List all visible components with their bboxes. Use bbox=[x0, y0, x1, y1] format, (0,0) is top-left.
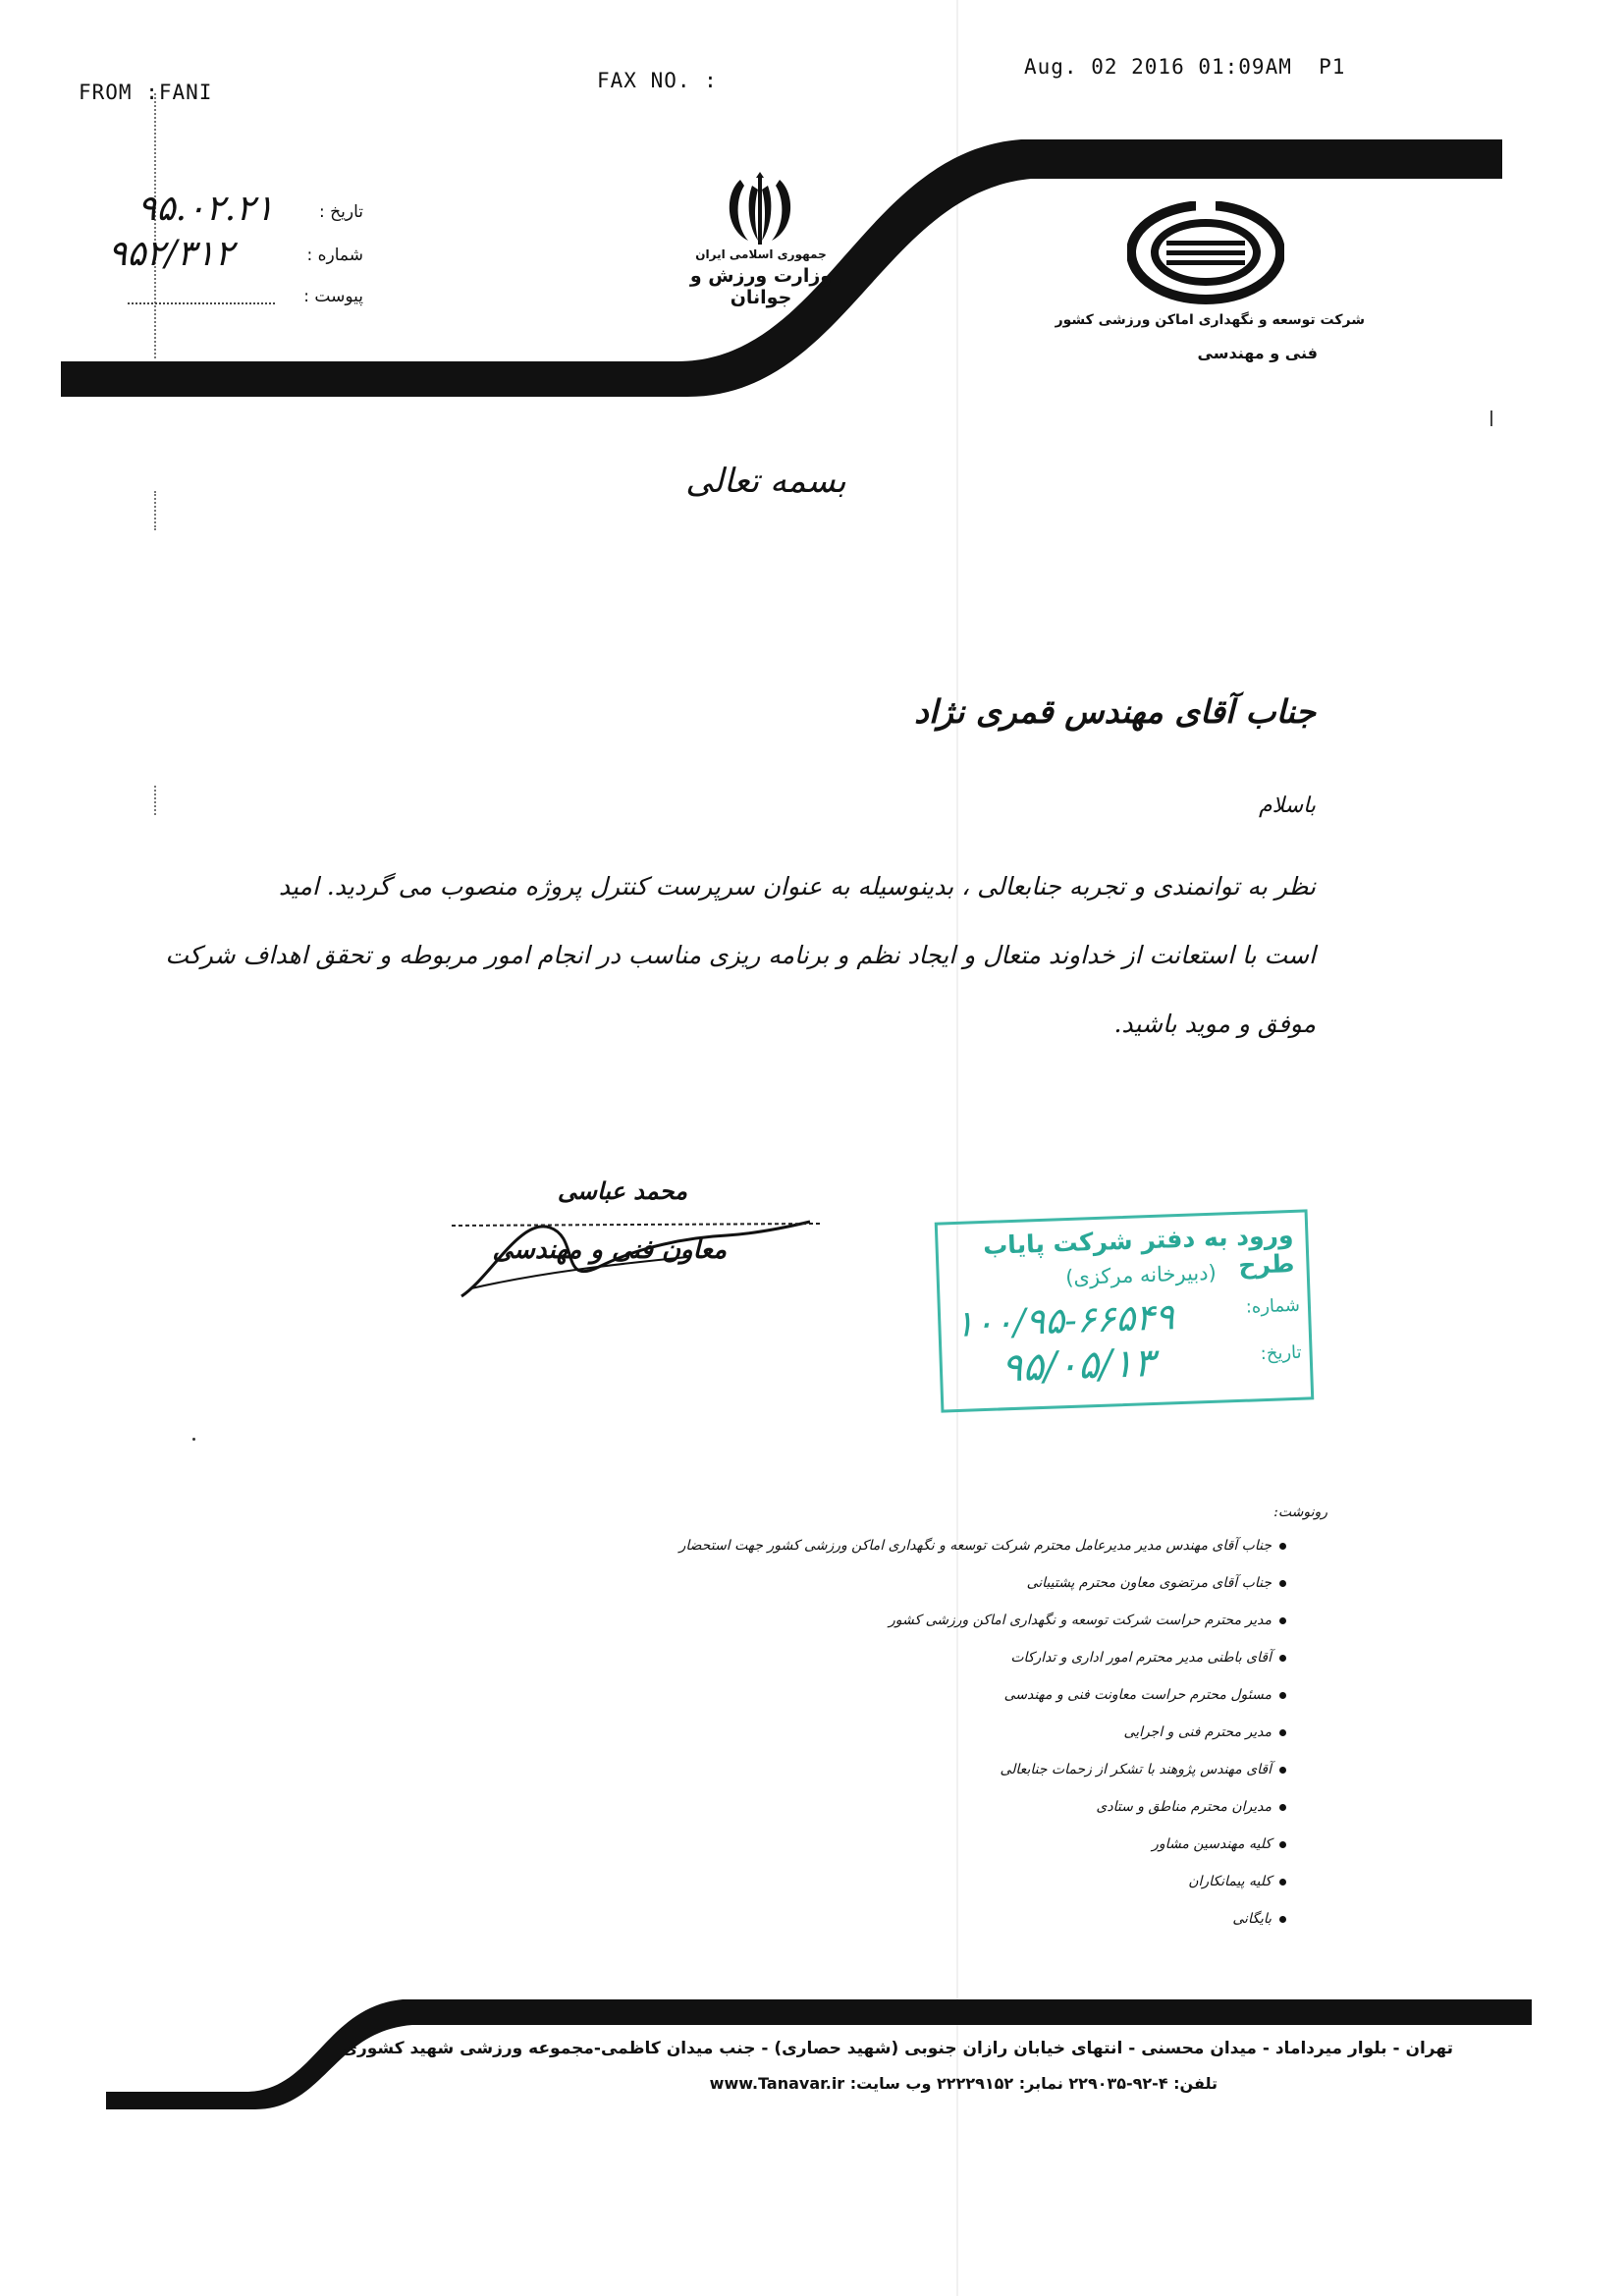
date-label: تاریخ : bbox=[319, 202, 363, 222]
bullet-icon bbox=[1279, 1767, 1286, 1774]
footer-address: تهران - بلوار میرداماد - میدان محسنی - انتهای خیابان رازان جنوبی (شهید حصاری) - جنب میدان کاظمی-مجموعه ورزشی شهید کشوری bbox=[342, 2039, 1453, 2058]
cc-item: بایگانی bbox=[550, 1911, 1286, 1948]
meta-number-row bbox=[108, 232, 363, 274]
cc-item: مدیر محترم فنی و اجرایی bbox=[550, 1724, 1286, 1762]
greeting: باسلام bbox=[1258, 793, 1316, 818]
bullet-icon bbox=[1279, 1617, 1286, 1624]
signatory-name: محمد عباسی bbox=[557, 1176, 687, 1205]
signature-scribble bbox=[432, 1178, 825, 1306]
stamp-subtitle: (دبیرخانه مرکزی) bbox=[1064, 1260, 1218, 1290]
date-value: ۹۵.۰۲.۲۱ bbox=[137, 189, 274, 229]
body-line-2: است با استعانت از خداوند متعال و ایجاد نظم و برنامه ریزی مناسب در انجام امور مربوطه و تحقق اهداف شرکت bbox=[165, 941, 1316, 969]
body-line-3: موفق و موید باشید. bbox=[1113, 1010, 1316, 1038]
fax-number: FAX NO. : bbox=[597, 69, 718, 92]
meta-attachment-row bbox=[128, 287, 363, 316]
bullet-icon bbox=[1279, 1655, 1286, 1662]
scan-dot bbox=[192, 1438, 195, 1441]
bullet-icon bbox=[1279, 1729, 1286, 1736]
bullet-icon bbox=[1279, 1804, 1286, 1811]
stamp-title: ورود به دفتر شرکت پایاب طرح bbox=[982, 1220, 1295, 1280]
cc-item: مسئول محترم حراست معاونت فنی و مهندسی bbox=[550, 1687, 1286, 1724]
iran-emblem-icon bbox=[719, 172, 801, 250]
invocation-handwritten: بسمه تعالی bbox=[685, 462, 846, 501]
stamp-number-value: ۱۰۰/۹۵-۶۶۵۴۹ bbox=[953, 1295, 1175, 1346]
stamp-date-value: ۹۵/۰۵/۱۳ bbox=[1001, 1339, 1156, 1392]
number-label: شماره : bbox=[306, 246, 363, 265]
cc-list bbox=[550, 1538, 1286, 1948]
stamp-number-label: شماره: bbox=[1245, 1294, 1301, 1318]
cc-item: مدیران محترم مناطق و ستادی bbox=[550, 1799, 1286, 1836]
bullet-icon bbox=[1279, 1879, 1286, 1886]
cc-item: کلیه مهندسین مشاور bbox=[550, 1836, 1286, 1874]
attachment-label: پیوست : bbox=[303, 287, 363, 306]
company-logo-icon bbox=[1127, 201, 1284, 304]
meta-date-row bbox=[137, 189, 363, 228]
fax-datetime-page: Aug. 02 2016 01:09AM P1 bbox=[1024, 55, 1346, 79]
ministry-name: وزارت ورزش و جوانان bbox=[689, 265, 833, 308]
cc-item: جناب آقای مرتضوی معاون محترم پشتیبانی bbox=[550, 1575, 1286, 1613]
cc-item: جناب آقای مهندس مدیر مدیرعامل محترم شرکت توسعه و نگهداری اماکن ورزشی کشور جهت استحضار bbox=[550, 1538, 1286, 1575]
cc-item: آقای باطنی مدیر محترم امور اداری و تدارکات bbox=[550, 1650, 1286, 1687]
bullet-icon bbox=[1279, 1841, 1286, 1848]
signatory-title: معاون فنی و مهندسی bbox=[492, 1235, 727, 1265]
bullet-icon bbox=[1279, 1580, 1286, 1587]
scan-mark bbox=[1490, 410, 1492, 426]
company-department: فنی و مهندسی bbox=[1197, 344, 1318, 362]
footer-contact: تلفن: ۴-۹۲-۲۲۹۰۳۵ نمابر: ۲۲۲۲۹۱۵۲ وب سایت: www.Tanavar.ir bbox=[709, 2074, 1218, 2093]
stamp-date-label: تاریخ: bbox=[1260, 1341, 1302, 1365]
cc-item: مدیر محترم حراست شرکت توسعه و نگهداری اماکن ورزشی کشور bbox=[550, 1613, 1286, 1650]
addressee: جناب آقای مهندس قمری نژاد bbox=[914, 692, 1316, 731]
cc-label: رونوشت: bbox=[1273, 1504, 1327, 1520]
attachment-dotted-line bbox=[128, 302, 275, 304]
bullet-icon bbox=[1279, 1543, 1286, 1550]
ministry-line1: جمهوری اسلامی ایران bbox=[695, 247, 827, 261]
cc-item: کلیه پیمانکاران bbox=[550, 1874, 1286, 1911]
received-stamp bbox=[935, 1209, 1315, 1412]
number-value: ۹۵۲/۳۱۲ bbox=[108, 234, 235, 274]
company-name: شرکت توسعه و نگهداری اماکن ورزشی کشور bbox=[1055, 312, 1365, 328]
cc-item: آقای مهندس پژوهند با تشکر از زحمات جنابعالی bbox=[550, 1762, 1286, 1799]
punch-guide-line bbox=[154, 491, 156, 530]
bullet-icon bbox=[1279, 1916, 1286, 1923]
fax-from: FROM :FANI bbox=[79, 81, 213, 104]
punch-guide-line bbox=[154, 786, 156, 815]
bullet-icon bbox=[1279, 1692, 1286, 1699]
body-line-1: نظر به توانمندی و تجربه جنابعالی ، بدینوسیله به عنوان سرپرست کنترل پروژه منصوب می گردید. امید bbox=[278, 872, 1316, 901]
